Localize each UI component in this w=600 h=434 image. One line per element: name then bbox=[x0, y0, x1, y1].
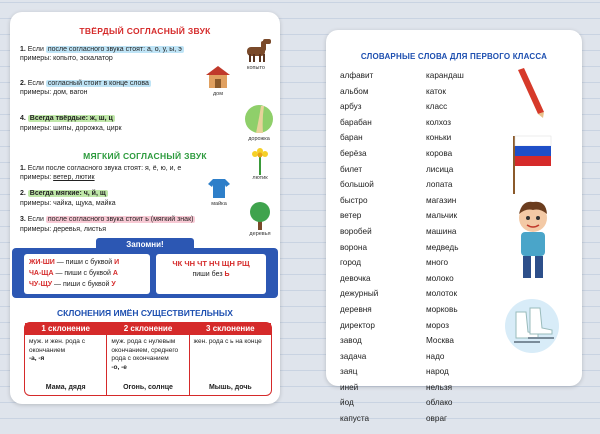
dictionary-word: Москва bbox=[426, 336, 454, 346]
house-label: дом bbox=[212, 91, 224, 97]
dictionary-word: завод bbox=[340, 336, 362, 346]
tree-icon bbox=[248, 200, 272, 230]
dictionary-word: корова bbox=[426, 148, 453, 158]
horse-icon bbox=[242, 38, 272, 66]
dictionary-word: воробей bbox=[340, 226, 372, 236]
dictionary-word: быстро bbox=[340, 195, 368, 205]
dictionary-word: заяц bbox=[340, 367, 358, 377]
dictionary-word: йод bbox=[340, 398, 354, 408]
dictionary-word: мальчик bbox=[426, 211, 458, 221]
skates-icon bbox=[502, 298, 562, 354]
dictionary-word: капуста bbox=[340, 414, 370, 424]
soft-consonant-title: МЯГКИЙ СОГЛАСНЫЙ ЗВУК bbox=[83, 151, 207, 161]
hard-example-2: примеры: дом, вагон bbox=[20, 89, 88, 96]
soft-rule-3: 3. Если после согласного звука стоит ь (мягкий знак) bbox=[20, 216, 194, 223]
shirt-label: майка bbox=[211, 201, 227, 207]
dictionary-word: ветер bbox=[340, 211, 362, 221]
horse-label: копыто bbox=[247, 65, 265, 71]
declension-col-3: 3 склонение жен. рода с ь на конце Мышь, дочь bbox=[190, 323, 271, 395]
remember-syllables bbox=[24, 254, 150, 294]
hard-consonant-title: ТВЁРДЫЙ СОГЛАСНЫЙ ЗВУК bbox=[79, 26, 211, 36]
declension-table bbox=[24, 322, 272, 396]
dictionary-word: каток bbox=[426, 86, 446, 96]
russian-flag-icon bbox=[512, 130, 556, 194]
soft-rule-2: 2. Всегда мягкие: ч, й, щ bbox=[20, 190, 106, 197]
declension-col-1: 1 склонение муж. и жен. рода с окончанием -а, -я Мама, дядя bbox=[25, 323, 107, 395]
remember-title: Запомни! bbox=[96, 238, 194, 252]
hard-example-1: примеры: копыто, эскалатор bbox=[20, 55, 113, 62]
path-icon bbox=[244, 104, 274, 134]
remember-row: ЖИ-ШИ — пиши с буквой И bbox=[29, 259, 120, 266]
rules-card bbox=[10, 12, 280, 404]
dictionary-word: большой bbox=[340, 180, 374, 190]
dictionary-word: карандаш bbox=[426, 71, 464, 80]
dictionary-word: директор bbox=[340, 320, 375, 330]
dictionary-word: деревня bbox=[340, 304, 372, 314]
soft-example-2: примеры: чайка, щука, майка bbox=[20, 200, 116, 207]
dictionary-word: мороз bbox=[426, 320, 449, 330]
dictionary-word: нельзя bbox=[426, 382, 453, 392]
soft-example-3: примеры: деревья, листья bbox=[20, 226, 107, 233]
declension-col-2: 2 склонение муж. рода с нулевым окончанием, среднего рода с окончанием -о, -е Огонь, солнце bbox=[107, 323, 189, 395]
dictionary-word: облако bbox=[426, 398, 453, 408]
dictionary-word: ворона bbox=[340, 242, 367, 252]
tree-label: деревья bbox=[249, 231, 271, 237]
pencil-icon bbox=[512, 68, 548, 118]
soft-example-1: примеры: ветер, лютик bbox=[20, 174, 95, 181]
dictionary-word: барабан bbox=[340, 117, 372, 127]
dictionary-word: алфавит bbox=[340, 71, 374, 80]
dictionary-word: молоко bbox=[426, 273, 454, 283]
remember-row: ЧУ-ЩУ — пиши с буквой У bbox=[29, 281, 116, 288]
word-column-2 bbox=[426, 68, 464, 427]
hard-rule-2: 2. Если согласный стоит в конце слова bbox=[20, 80, 149, 87]
dictionary-word: колхоз bbox=[426, 117, 452, 127]
boy-icon bbox=[508, 200, 558, 280]
dictionary-card bbox=[326, 30, 582, 424]
hard-rule-4: 4. Всегда твёрдые: ж, ш, ц bbox=[20, 115, 113, 122]
dictionary-word: альбом bbox=[340, 86, 369, 96]
dictionary-word: арбуз bbox=[340, 102, 362, 112]
dictionary-title: СЛОВАРНЫЕ СЛОВА ДЛЯ ПЕРВОГО КЛАССА bbox=[360, 52, 548, 61]
dictionary-word: коньки bbox=[426, 133, 452, 143]
dictionary-word: билет bbox=[340, 164, 363, 174]
dictionary-word: дежурный bbox=[340, 289, 379, 299]
soft-sign-note: пиши без Ь bbox=[192, 271, 230, 278]
hard-example-4: примеры: шипы, дорожка, цирк bbox=[20, 125, 122, 132]
dictionary-word: девочка bbox=[340, 273, 371, 283]
remember-combos bbox=[156, 254, 266, 294]
dictionary-word: класс bbox=[426, 102, 448, 112]
dictionary-word: машина bbox=[426, 226, 457, 236]
path-label: дорожка bbox=[248, 136, 270, 142]
flower-icon bbox=[248, 145, 272, 175]
shirt-icon bbox=[208, 178, 230, 198]
dictionary-word: народ bbox=[426, 367, 449, 377]
dictionary-word: баран bbox=[340, 133, 363, 143]
dictionary-word: магазин bbox=[426, 195, 457, 205]
house-icon bbox=[204, 64, 232, 90]
dictionary-word: медведь bbox=[426, 242, 459, 252]
dictionary-word: молоток bbox=[426, 289, 458, 299]
dictionary-word: лисица bbox=[426, 164, 454, 174]
dictionary-word: лопата bbox=[426, 180, 453, 190]
remember-banner bbox=[10, 236, 280, 300]
dictionary-word: много bbox=[426, 258, 449, 268]
declension-title: СКЛОНЕНИЯ ИМЁН СУЩЕСТВИТЕЛЬНЫХ bbox=[57, 308, 233, 318]
dictionary-word: морковь bbox=[426, 304, 458, 314]
flower-label: лютик bbox=[252, 175, 268, 181]
dictionary-word: иней bbox=[340, 382, 359, 392]
remember-row: ЧА-ЩА — пиши с буквой А bbox=[29, 270, 118, 277]
hard-rule-1: 1. Если после согласного звука стоят: а, о, у, ы, э bbox=[20, 46, 182, 53]
dictionary-word: берёза bbox=[340, 148, 367, 158]
soft-rule-1: 1. Если после согласного звука стоят: я, ё, ю, и, е bbox=[20, 165, 182, 172]
dictionary-word: овраг bbox=[426, 414, 447, 424]
dictionary-word: надо bbox=[426, 351, 445, 361]
word-column-1 bbox=[340, 68, 378, 427]
dictionary-word: задача bbox=[340, 351, 367, 361]
combos-list: ЧК ЧН ЧТ НЧ ЩН РЩ bbox=[172, 259, 250, 268]
dictionary-word: город bbox=[340, 258, 362, 268]
